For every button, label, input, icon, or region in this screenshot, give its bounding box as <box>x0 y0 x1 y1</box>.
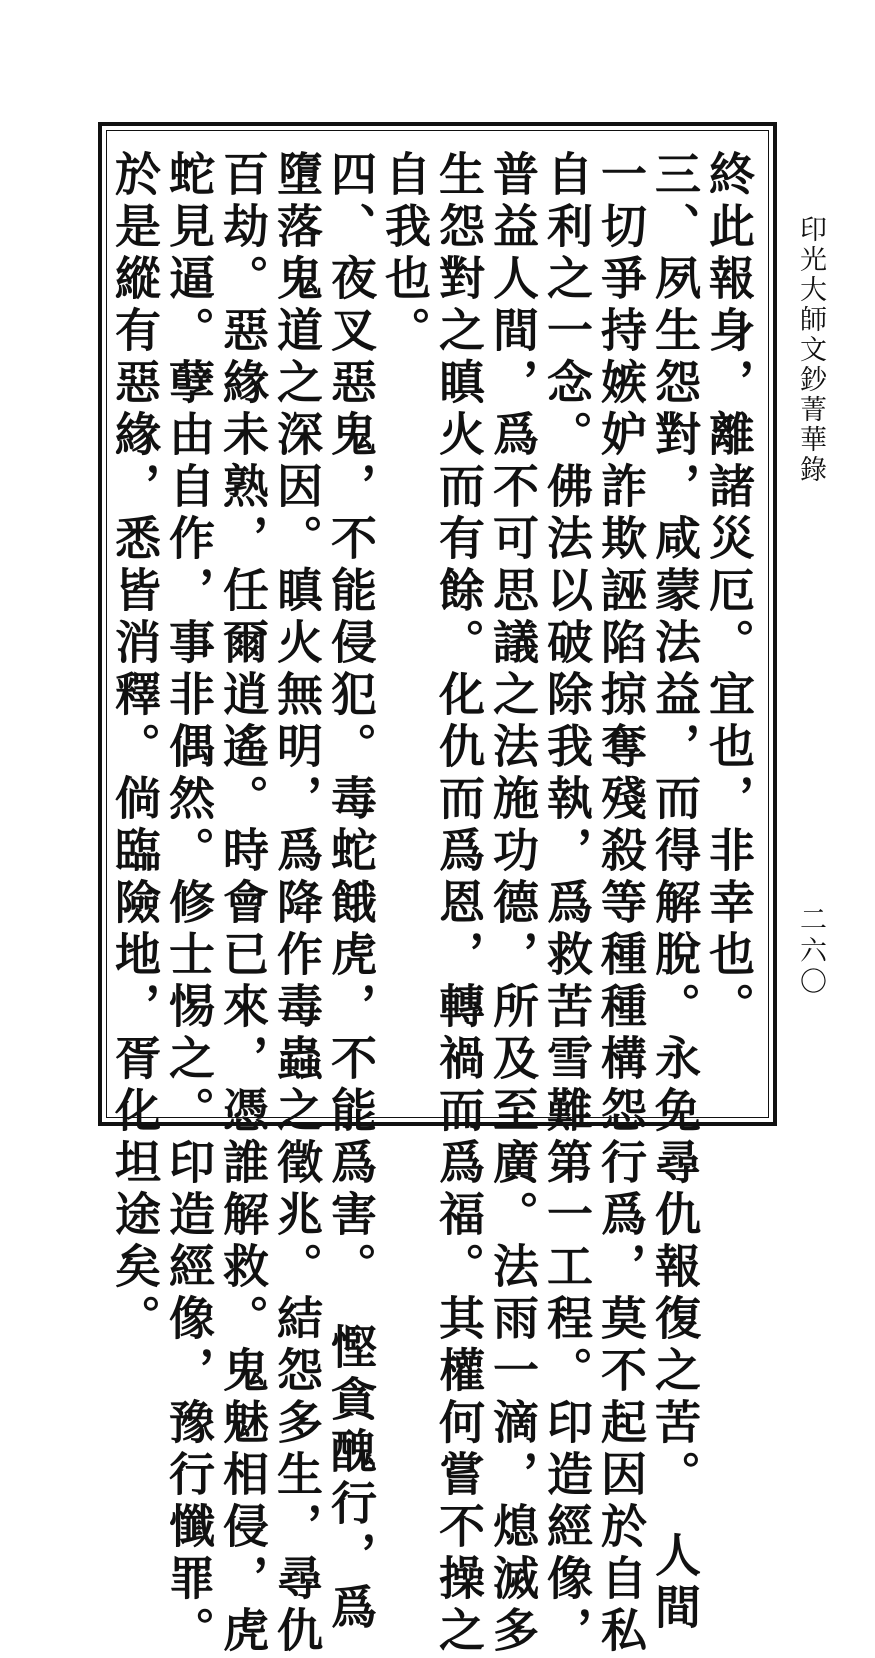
text-column-3: 一切爭持嫉妒詐欺誣陷掠奪殘殺等種種構怨行爲，莫不起因於自私 <box>594 150 648 1658</box>
book-title: 印光大師文鈔菁華錄 <box>795 215 826 485</box>
page-number: 二六〇 <box>795 905 826 998</box>
text-column-6: 生怨對之瞋火而有餘。化仇而爲恩，轉禍而爲福。其權何嘗不操之 <box>432 150 486 1658</box>
text-column-9: 墮落鬼道之深因。瞋火無明，爲降作毒蟲之徵兆。結怨多生，尋仇 <box>270 150 324 1658</box>
text-column-4: 自利之一念。佛法以破除我執，爲救苦雪難第一工程。印造經像， <box>540 150 594 1658</box>
text-column-5: 普益人間，爲不可思議之法施功德，所及至廣。法雨一滴，熄滅多 <box>486 150 540 1658</box>
text-column-10: 百劫。惡緣未熟，任爾逍遙。時會已來，憑誰解救。鬼魅相侵，虎 <box>216 150 270 1658</box>
text-column-7: 自我也。 <box>378 150 432 358</box>
text-column-1: 終此報身，離諸災厄。宜也，非幸也。 <box>702 150 756 1034</box>
text-column-11: 蛇見逼。孽由自作，事非偶然。修士惕之。印造經像，豫行懺罪。 <box>162 150 216 1658</box>
text-column-8: 四、夜叉惡鬼，不能侵犯。毒蛇餓虎，不能爲害。 慳貪醜行，爲 <box>324 150 378 1635</box>
text-column-12: 於是縱有惡緣，悉皆消釋。倘臨險地，胥化坦途矣。 <box>108 150 162 1346</box>
text-column-2: 三、夙生怨對，咸蒙法益，而得解脫。永免尋仇報復之苦。 人間 <box>648 150 702 1635</box>
